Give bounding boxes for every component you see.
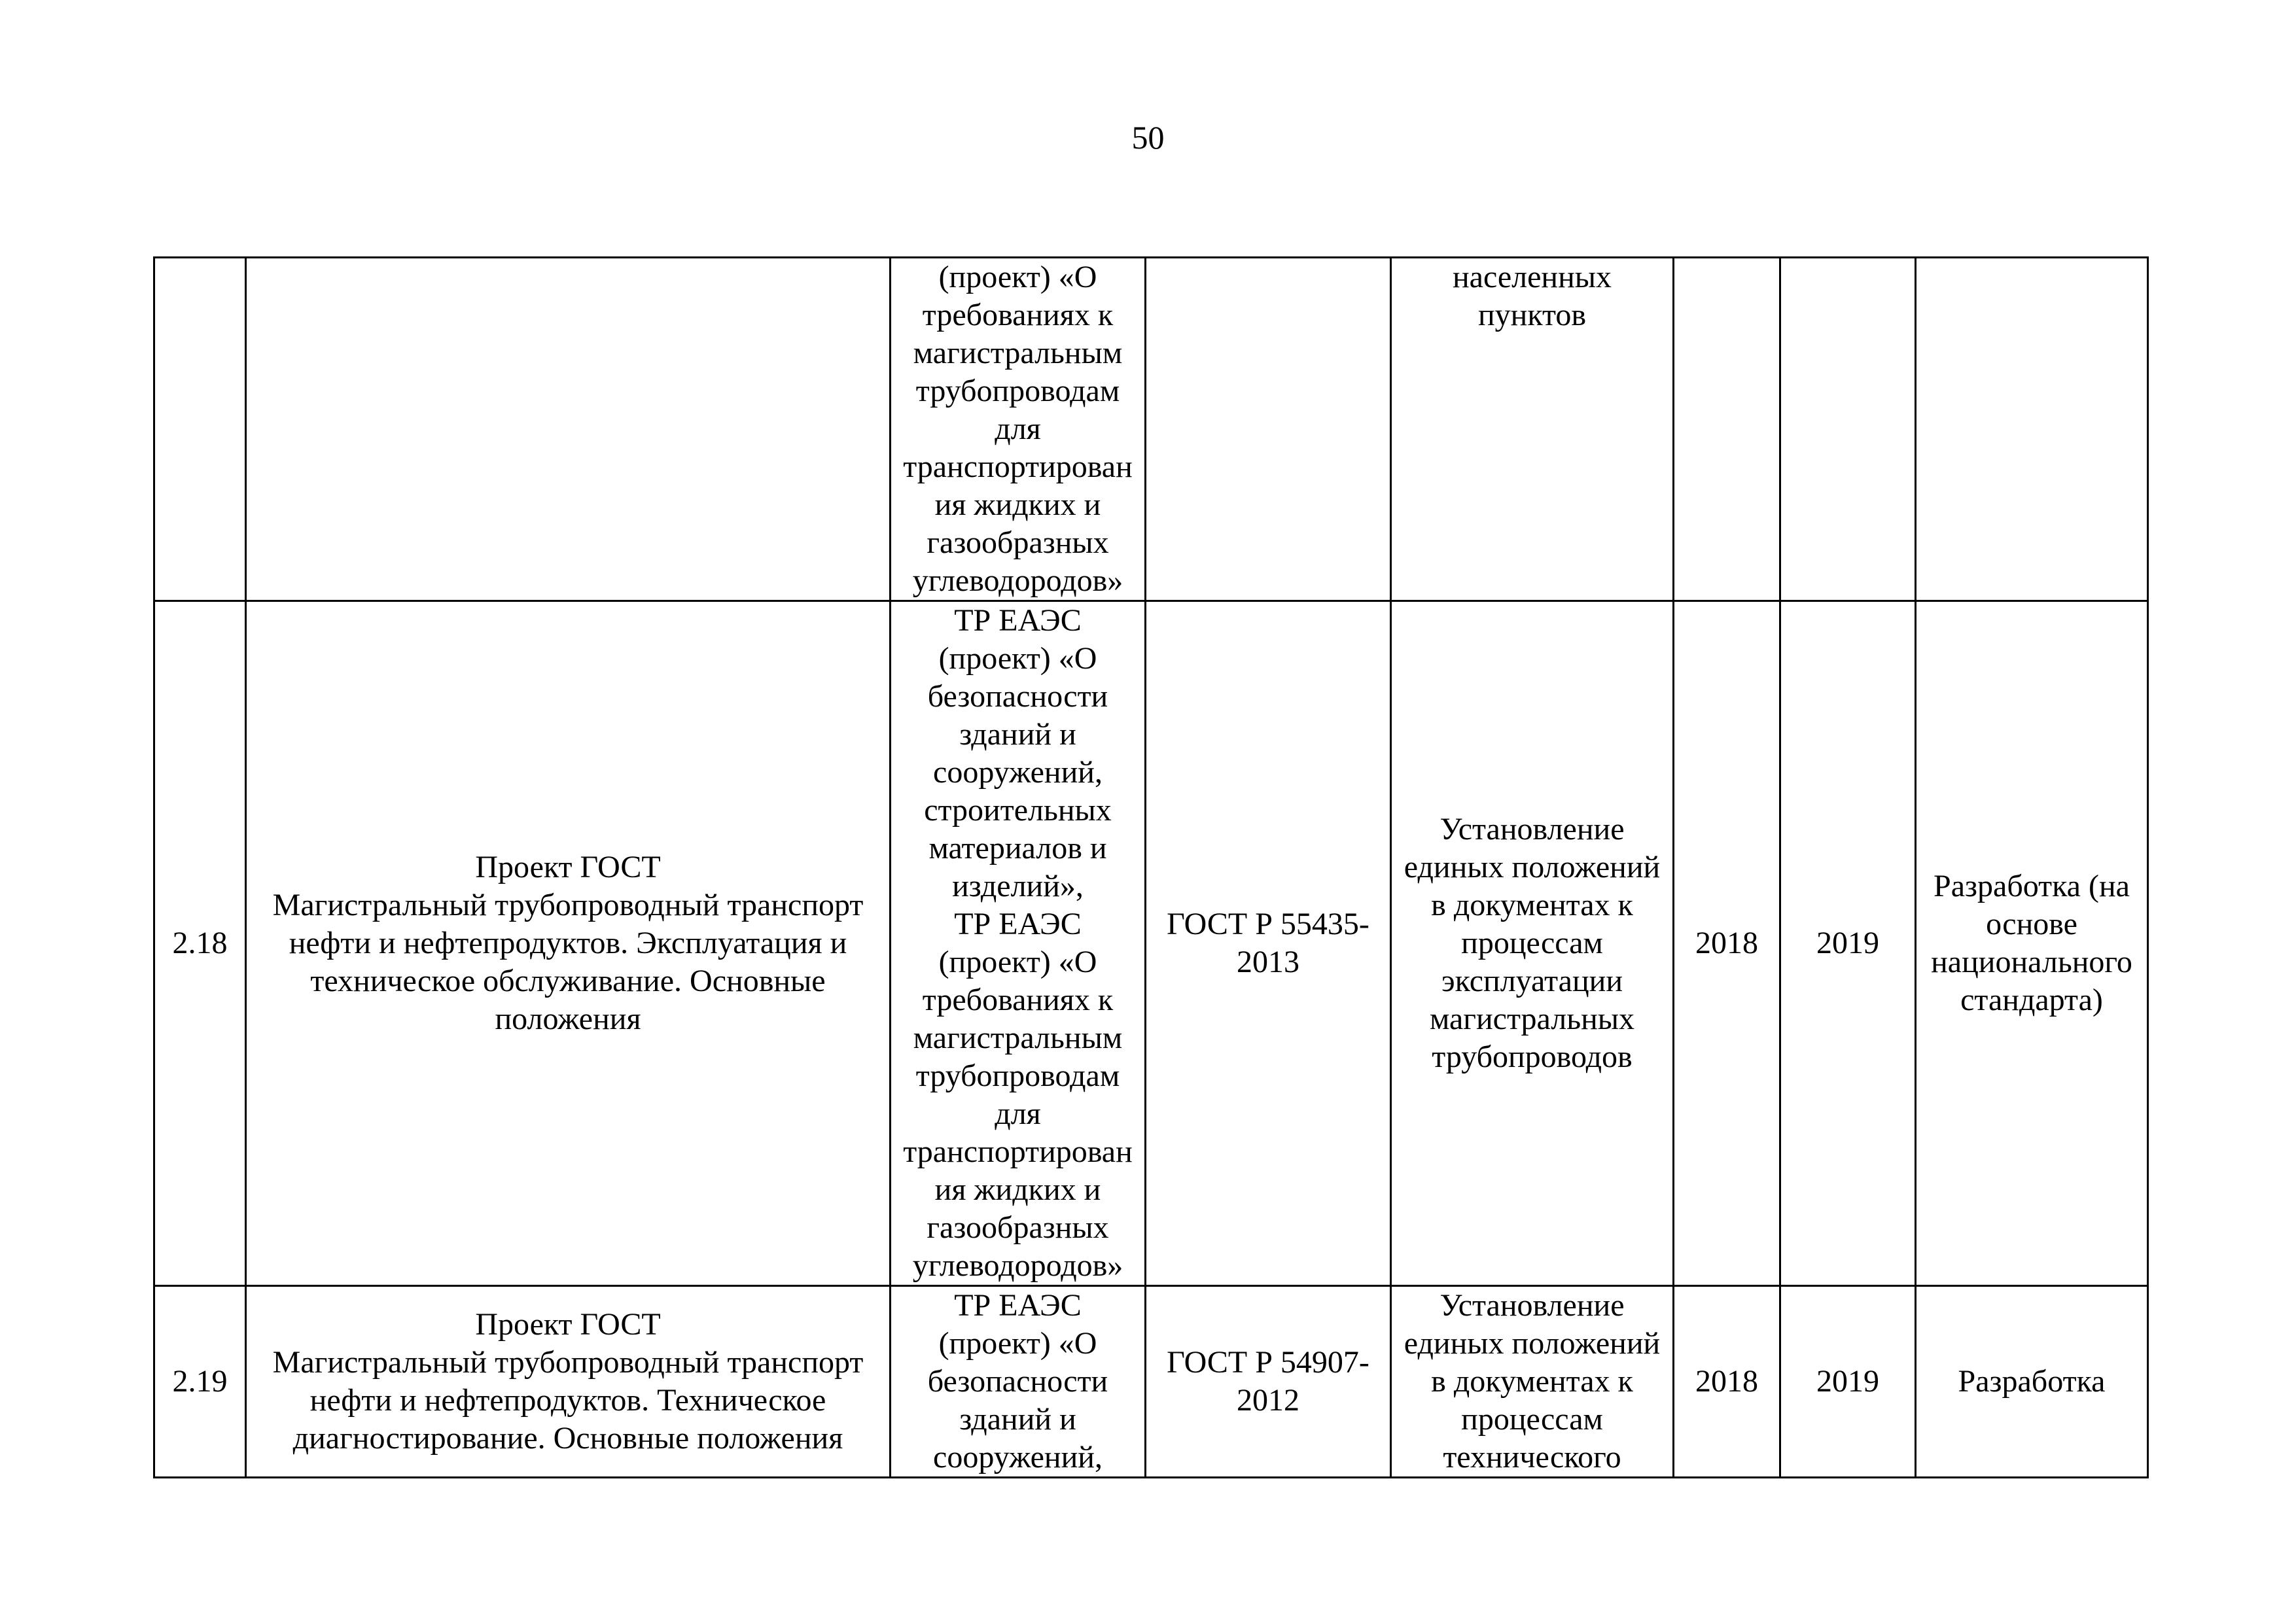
cell-line: Проект ГОСТ [475, 1307, 661, 1342]
cell-line: положения [495, 1002, 641, 1036]
cell-line: изделий», [952, 869, 1084, 903]
cell-line: газообразных [927, 525, 1109, 560]
cell-line: (проект) «О [938, 1326, 1097, 1361]
row-number-cell [154, 258, 246, 601]
cell-line: транспортирован [903, 449, 1133, 484]
cell-line: зданий и [959, 1402, 1076, 1437]
cell-line: населенных [1452, 260, 1612, 294]
cell-line: эксплуатации [1441, 964, 1623, 998]
regulation-cell [891, 258, 1146, 601]
cell-line: углеводородов» [912, 563, 1123, 598]
cell-line: материалов и [928, 831, 1107, 865]
standard-cell [1146, 258, 1391, 601]
cell-line: (проект) «О [938, 641, 1097, 676]
cell-line: Установление [1439, 1288, 1625, 1323]
cell-line: диагностирование. Основные положения [292, 1421, 843, 1456]
cell-line: Установление [1439, 812, 1625, 846]
cell-line: зданий и [959, 717, 1076, 752]
start-year-cell: 2018 [1674, 601, 1780, 1286]
cell-line: сооружений, [933, 755, 1103, 790]
start-year-cell: 2018 [1674, 1286, 1780, 1478]
cell-line: сооружений, [933, 1440, 1103, 1475]
cell-line: трубопроводов [1432, 1039, 1633, 1074]
cell-line: Магистральный трубопроводный транспорт [272, 888, 864, 922]
cell-line: в документах к [1431, 1364, 1633, 1399]
cell-line: Проект ГОСТ [475, 850, 661, 884]
cell-line: национального [1931, 945, 2132, 979]
table-row [154, 1286, 2148, 1478]
cell-line: транспортирован [903, 1134, 1133, 1169]
cell-line: техническое обслуживание. Основные [310, 964, 826, 998]
cell-line: основе [1986, 907, 2077, 941]
cell-line: для [995, 1096, 1041, 1131]
cell-line: ГОСТ Р 54907- [1167, 1345, 1369, 1380]
cell-line: стандарта) [1960, 983, 2103, 1017]
cell-line: газообразных [927, 1210, 1109, 1245]
standard-cell [1146, 601, 1391, 1286]
end-year-cell [1780, 258, 1916, 601]
title-cell [246, 601, 891, 1286]
cell-line: строительных [924, 793, 1112, 828]
end-year-cell: 2019 [1780, 601, 1916, 1286]
cell-line: единых положений [1404, 850, 1661, 884]
purpose-cell [1391, 1286, 1674, 1478]
cell-line: 2012 [1237, 1383, 1299, 1418]
cell-line: безопасности [927, 1364, 1108, 1399]
cell-line: углеводородов» [912, 1248, 1123, 1283]
cell-line: ТР ЕАЭС [954, 907, 1082, 941]
title-cell [246, 258, 891, 601]
row-number-cell: 2.19 [154, 1286, 246, 1478]
cell-line: нефти и нефтепродуктов. Эксплуатация и [289, 926, 847, 960]
cell-line: магистральным [913, 336, 1123, 370]
cell-line: требованиях к [922, 983, 1114, 1017]
regulation-cell [891, 1286, 1146, 1478]
cell-line: магистральных [1429, 1002, 1635, 1036]
standard-cell [1146, 1286, 1391, 1478]
cell-line: требованиях к [922, 298, 1114, 332]
cell-line: нефти и нефтепродуктов. Техническое [309, 1383, 826, 1418]
cell-line: Разработка (на [1934, 869, 2130, 903]
standards-table [153, 256, 2149, 1478]
cell-line: пунктов [1477, 298, 1587, 332]
cell-line: трубопроводам [915, 374, 1120, 408]
cell-line: процессам [1461, 926, 1603, 960]
type-cell [1916, 601, 2148, 1286]
cell-line: ия жидких и [934, 487, 1101, 522]
cell-line: 2013 [1237, 945, 1299, 979]
table-row [154, 258, 2148, 601]
cell-line: Магистральный трубопроводный транспорт [272, 1345, 864, 1380]
cell-line: Разработка [1958, 1364, 2106, 1399]
type-cell [1916, 258, 2148, 601]
cell-line: в документах к [1431, 888, 1633, 922]
cell-line: магистральным [913, 1021, 1123, 1055]
cell-line: для [995, 411, 1041, 446]
page-number: 50 [1131, 119, 1165, 156]
title-cell [246, 1286, 891, 1478]
cell-line: ия жидких и [934, 1172, 1101, 1207]
cell-line: ГОСТ Р 55435- [1167, 907, 1369, 941]
type-cell [1916, 1286, 2148, 1478]
purpose-cell [1391, 601, 1674, 1286]
purpose-cell [1391, 258, 1674, 601]
cell-line: единых положений [1404, 1326, 1661, 1361]
cell-line: трубопроводам [915, 1058, 1120, 1093]
regulation-cell [891, 601, 1146, 1286]
cell-line: процессам [1461, 1402, 1603, 1437]
cell-line: ТР ЕАЭС [954, 603, 1082, 638]
end-year-cell: 2019 [1780, 1286, 1916, 1478]
cell-line: ТР ЕАЭС [954, 1288, 1082, 1323]
cell-line: безопасности [927, 679, 1108, 714]
row-number-cell: 2.18 [154, 601, 246, 1286]
cell-line: (проект) «О [938, 945, 1097, 979]
start-year-cell [1674, 258, 1780, 601]
cell-line: технического [1443, 1440, 1621, 1475]
table-row [154, 601, 2148, 1286]
cell-line: (проект) «О [938, 260, 1097, 294]
